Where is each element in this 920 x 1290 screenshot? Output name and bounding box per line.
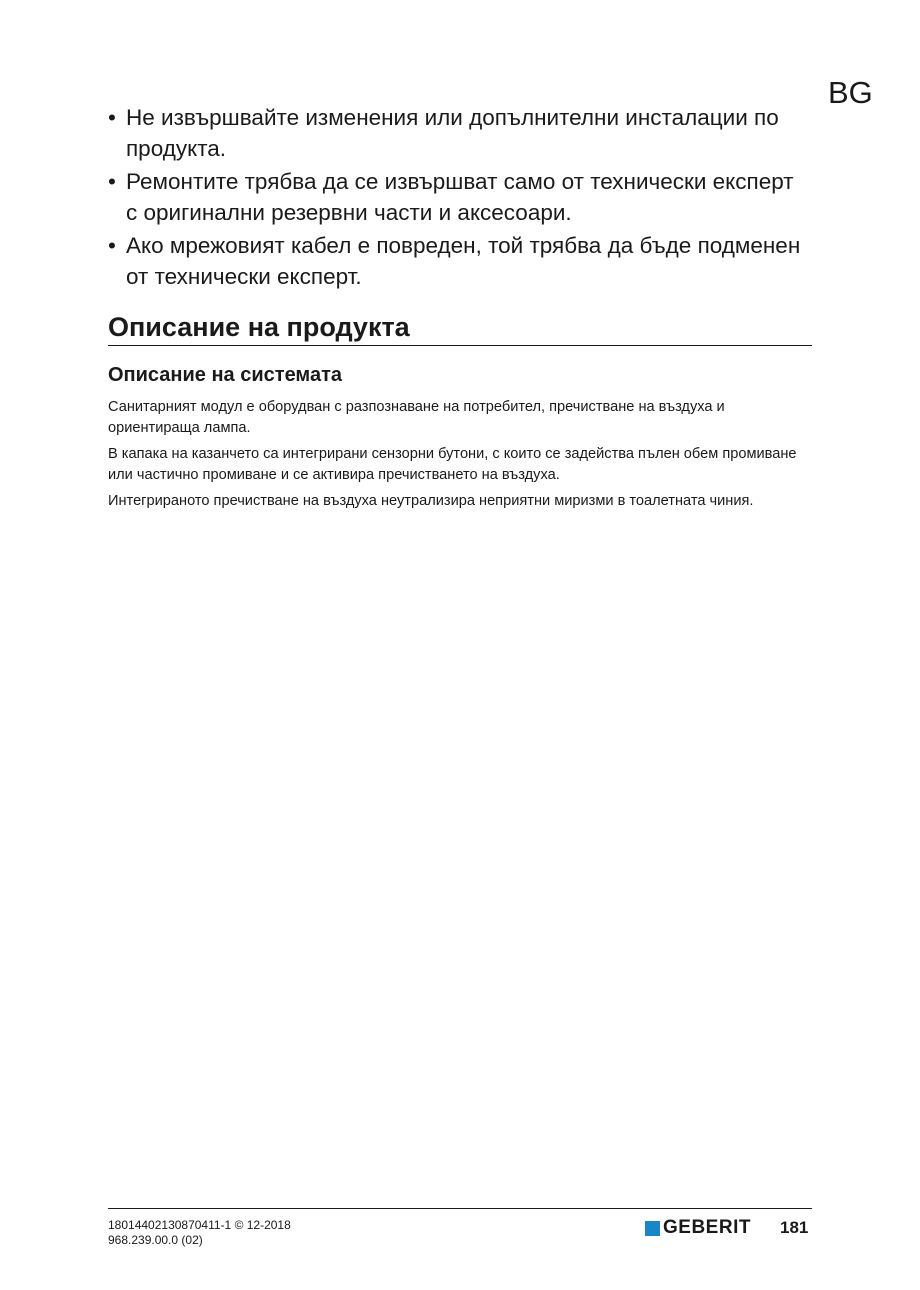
paragraph: В капака на казанчето са интегрирани сензорни бутони, с които се задейства пълен обем промиване или частично промиване и се активира пречистването на въздуха. — [108, 446, 797, 483]
bullet-symbol: • — [108, 233, 116, 258]
brand-logo — [645, 1218, 751, 1238]
safety-bullet-list — [108, 102, 808, 294]
footer-doc-id: 18014402130870411-1 © 12-2018 — [108, 1218, 291, 1232]
paragraph: Интегрираното пречистване на въздуха неутрализира неприятни миризми в тоалетната чиния. — [108, 493, 754, 509]
body-text — [108, 397, 818, 517]
bullet-text: Ако мрежовият кабел е повреден, той трябва да бъде подменен от технически експерт. — [126, 233, 801, 289]
footer-doc-number: 968.239.00.0 (02) — [108, 1233, 203, 1247]
brand-name: GEBERIT — [663, 1217, 751, 1238]
paragraph: Санитарният модул е оборудван с разпознаване на потребител, пречистване на въздуха и ориентираща лампа. — [108, 399, 725, 436]
bullet-symbol: • — [108, 169, 116, 194]
bullet-text: Не извършвайте изменения или допълнителни инсталации по продукта. — [126, 105, 779, 161]
footer-divider — [108, 1208, 812, 1209]
footer-doc-info — [108, 1218, 291, 1248]
subsection-title: Описание на системата — [108, 364, 343, 386]
bullet-item — [108, 102, 808, 164]
bullet-item — [108, 230, 808, 292]
bullet-text: Ремонтите трябва да се извършват само от технически експерт с оригинални резервни части и аксесоари. — [126, 169, 794, 225]
section-title: Описание на продукта — [108, 310, 812, 346]
bullet-symbol: • — [108, 105, 116, 130]
bullet-item — [108, 166, 808, 228]
page-number: 181 — [780, 1218, 809, 1237]
language-tag: BG — [828, 75, 873, 110]
brand-square-icon — [645, 1221, 660, 1236]
